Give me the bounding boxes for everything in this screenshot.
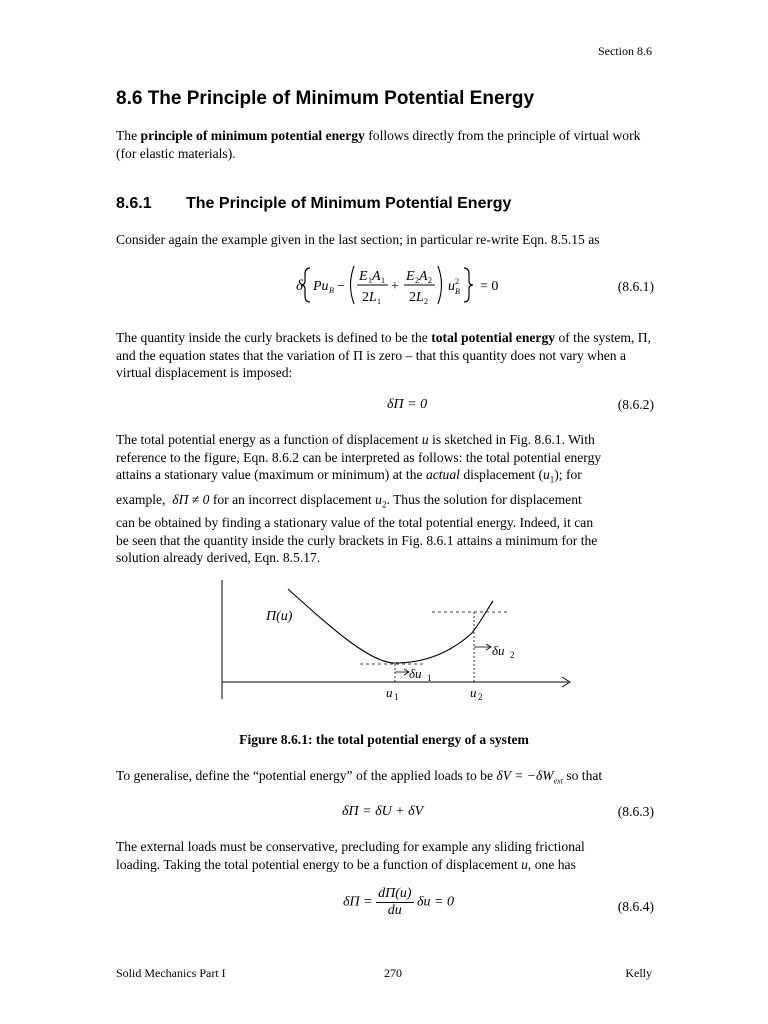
para2-post1: of the system,	[555, 330, 638, 345]
svg-text:2: 2	[424, 297, 428, 306]
figure-8-6-1	[210, 575, 580, 705]
svg-text:1: 1	[377, 297, 381, 306]
equation-8-6-1-graphic	[296, 262, 506, 308]
para3-line	[116, 491, 656, 514]
intro-paragraph	[116, 127, 656, 162]
subsection-number: 8.6.1	[116, 195, 152, 212]
text-run: displacement (	[459, 467, 543, 482]
curve-label: Π(u)	[266, 609, 293, 624]
svg-text:+: +	[391, 279, 399, 294]
text-run: is sketched in Fig. 8.6.1. With	[428, 432, 595, 447]
intro-post: follows directly from the principle of virtual work (for elastic materials).	[116, 128, 641, 161]
text-run: loading. Taking the total potential energy to be a function of displacement	[116, 856, 522, 872]
svg-text:u: u	[448, 279, 455, 294]
svg-text:2: 2	[415, 276, 419, 285]
u2-subscript: 2	[478, 692, 483, 702]
inline-math: δΠ ≠ 0	[172, 492, 210, 508]
para2-post2: , and the equation states that the variation of	[116, 330, 651, 363]
potential-energy-curve	[288, 589, 493, 663]
para3-line: can be obtained by finding a stationary value of the total potential energy. Indeed, it can	[116, 515, 594, 531]
emphasis-actual: actual	[425, 467, 460, 482]
para3-line: solution already derived, Eqn. 8.5.17.	[116, 550, 321, 566]
inline-math: δV = −δW	[496, 768, 554, 783]
text-run: . Thus the solution for displacement	[386, 492, 582, 508]
para4-post: so that	[562, 768, 603, 783]
footer-right: Kelly	[625, 966, 652, 980]
du1-label: δu	[409, 666, 422, 681]
equation-number-8-6-3: (8.6.3)	[617, 804, 654, 819]
svg-text:−: −	[337, 279, 345, 294]
svg-text:A: A	[372, 269, 381, 284]
equation-8-6-4	[343, 886, 454, 919]
para5-line: The external loads must be conservative, precluding for example any sliding frictional	[116, 839, 585, 854]
para3-line	[116, 431, 656, 449]
u1-subscript: 1	[394, 692, 399, 702]
para2-bold-term: total potential energy	[431, 330, 556, 345]
text-run: attains a stationary value (maximum or minimum) at the	[116, 467, 426, 482]
subsection-heading	[116, 195, 511, 213]
para3-line	[116, 466, 656, 489]
subscript-2: 2	[381, 499, 387, 510]
equation-8-6-3	[342, 804, 423, 820]
u2-tick-label: u	[470, 685, 477, 700]
svg-text:B: B	[455, 287, 460, 296]
eq4-lhs: δΠ =	[343, 894, 373, 910]
para2-pre: The quantity inside the curly brackets is defined to be the	[116, 330, 432, 345]
equation-number-8-6-4: (8.6.4)	[617, 899, 654, 914]
svg-text:1: 1	[381, 276, 385, 285]
intro-bold-term: principle of minimum potential energy	[140, 128, 365, 143]
svg-text:= 0: = 0	[480, 279, 499, 294]
pi-symbol: Π	[637, 330, 648, 345]
para2-post3: is zero – that this quantity does not vary when a virtual displacement is imposed:	[116, 347, 627, 380]
paragraph-3	[116, 431, 656, 567]
svg-text:L: L	[369, 290, 377, 305]
svg-text:2: 2	[455, 277, 459, 286]
svg-text:A: A	[419, 269, 428, 284]
equation-8-6-3-text: δΠ = δU + δV	[342, 804, 424, 819]
text-run: example,	[116, 492, 169, 508]
footer-left: Solid Mechanics Part I	[116, 966, 226, 980]
equation-number-8-6-1: (8.6.1)	[617, 279, 654, 294]
subscript-1: 1	[549, 474, 555, 485]
page-number: 270	[384, 966, 402, 980]
svg-text:B: B	[329, 286, 334, 295]
running-header: Section 8.6	[598, 44, 652, 58]
svg-text:δ: δ	[296, 278, 303, 294]
equation-8-6-2-text: δΠ = 0	[387, 397, 428, 412]
svg-text:1: 1	[368, 276, 372, 285]
equation-8-6-2	[387, 397, 427, 413]
intro-pre: The	[116, 128, 141, 143]
paragraph-5	[116, 838, 656, 873]
var-u: u	[521, 856, 528, 872]
var-u: u	[542, 467, 550, 482]
eq4-rhs: δu = 0	[417, 894, 454, 910]
text-run: The total potential energy as a function of displacement	[116, 432, 422, 447]
equation-8-6-1	[296, 262, 506, 308]
text-run: ); for	[554, 467, 582, 482]
du1-subscript: 1	[427, 673, 432, 683]
svg-text:Pu: Pu	[313, 279, 329, 294]
var-u: u	[375, 492, 382, 508]
para3-line: reference to the figure, Eqn. 8.6.2 can be interpreted as follows: the total potential energy	[116, 449, 602, 465]
svg-text:E: E	[406, 269, 415, 284]
u1-tick-label: u	[386, 685, 393, 700]
svg-text:2: 2	[362, 290, 369, 305]
du2-subscript: 2	[510, 650, 515, 660]
svg-text:2: 2	[409, 290, 416, 305]
paragraph-2	[116, 329, 656, 382]
eq4-fraction	[376, 886, 413, 919]
ext-subscript: ext	[553, 776, 563, 786]
subsection-title: The Principle of Minimum Potential Energy	[186, 195, 512, 212]
text-run: , one has	[527, 856, 576, 872]
svg-text:E: E	[359, 269, 368, 284]
eq4-numerator: dΠ(u)	[378, 886, 412, 901]
para3-line: be seen that the quantity inside the curly brackets in Fig. 8.6.1 attains a minimum for the	[116, 532, 598, 548]
figure-caption: Figure 8.6.1: the total potential energy of a system	[239, 732, 529, 747]
para5-line	[116, 856, 656, 874]
pi-symbol: Π	[353, 347, 363, 363]
equation-number-8-6-2: (8.6.2)	[617, 397, 654, 412]
eq4-denominator: du	[387, 903, 402, 918]
paragraph-1: Consider again the example given in the last section; in particular re-write Eqn. 8.5.15 as	[116, 232, 600, 247]
text-run: for an incorrect displacement	[209, 492, 376, 508]
para4-pre: To generalise, define the “potential energy” of the applied loads to be	[116, 768, 497, 783]
var-u: u	[421, 432, 429, 447]
section-title: 8.6 The Principle of Minimum Potential Energy	[116, 88, 535, 109]
paragraph-4	[116, 767, 656, 790]
svg-text:L: L	[416, 290, 424, 305]
svg-text:2: 2	[428, 276, 432, 285]
du2-label: δu	[492, 643, 505, 658]
